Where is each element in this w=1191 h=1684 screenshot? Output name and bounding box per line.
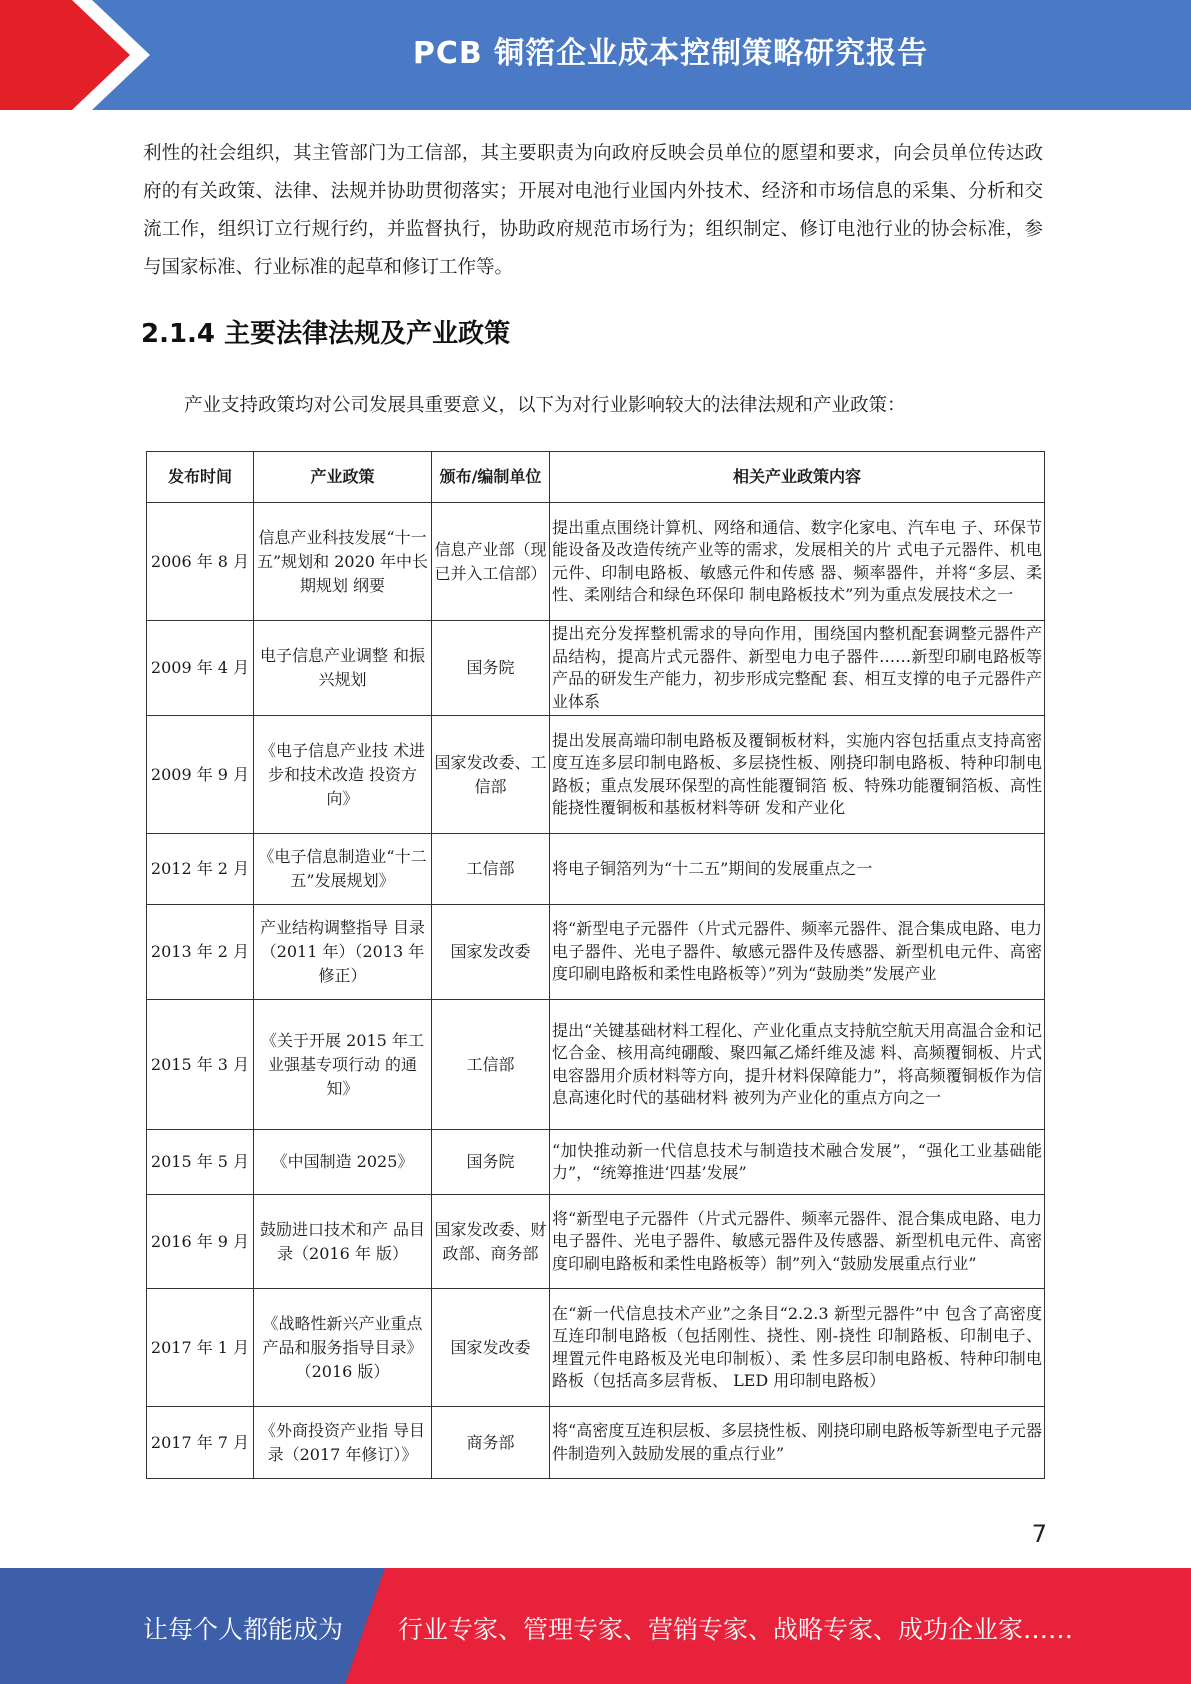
cell-content: 将“新型电子元器件（片式元器件、频率元器件、混合集成电路、电力电子器件、光电子器件、敏感元器件及传感器、新型机电元件、高密度印刷电路板和柔性电路板等）”列为“鼓励类”发展产业	[550, 905, 1045, 1000]
header-date: 发布时间	[147, 452, 254, 503]
cell-policy: 《战略性新兴产业重点产品和服务指导目录》（2016 版）	[254, 1289, 432, 1407]
table-row	[147, 1130, 1045, 1195]
cell-date: 2015 年 5 月	[147, 1130, 254, 1195]
cell-policy: 鼓励进口技术和产 品目录（2016 年 版）	[254, 1195, 432, 1289]
table-row	[147, 905, 1045, 1000]
cell-policy: 产业结构调整指导 目录（2011 年）（2013 年修正）	[254, 905, 432, 1000]
cell-issuer: 国家发改委	[432, 905, 550, 1000]
table-row	[147, 1407, 1045, 1479]
report-title: PCB 铜箔企业成本控制策略研究报告	[412, 36, 929, 71]
cell-date: 2017 年 1 月	[147, 1289, 254, 1407]
cell-date: 2009 年 9 月	[147, 716, 254, 834]
cell-policy: 《中国制造 2025》	[254, 1130, 432, 1195]
table-row	[147, 1195, 1045, 1289]
cell-issuer: 国务院	[432, 1130, 550, 1195]
cell-content: 将“新型电子元器件（片式元器件、频率元器件、混合集成电路、电力电子器件、光电子器件、敏感元器件及传感器、新型机电元件、高密度印刷电路板和柔性电路板等）制”列入“鼓励发展重点行业”	[550, 1195, 1045, 1289]
cell-date: 2006 年 8 月	[147, 503, 254, 621]
header-content: 相关产业政策内容	[550, 452, 1045, 503]
cell-date: 2012 年 2 月	[147, 834, 254, 905]
footer-slogan-right: 行业专家、管理专家、营销专家、战略专家、成功企业家……	[398, 1615, 1074, 1644]
page-number: 7	[1031, 1520, 1047, 1548]
cell-date: 2009 年 4 月	[147, 621, 254, 716]
intro-paragraph: 利性的社会组织，其主管部门为工信部，其主要职责为向政府反映会员单位的愿望和要求，向会员单位传达政府的有关政策、法律、法规并协助贯彻落实；开展对电池行业国内外技术、经济和市场信息的采集、分析和交流工作，组织订立行规行约，并监督执行，协助政府规范市场行为；组织制定、修订电池行业的协会标准，参与国家标准、行业标准的起草和修订工作等。	[143, 143, 1043, 278]
header-policy: 产业政策	[254, 452, 432, 503]
cell-date: 2015 年 3 月	[147, 1000, 254, 1130]
page-header	[0, 0, 1191, 110]
cell-policy: 《电子信息制造业“十二五”发展规划》	[254, 834, 432, 905]
cell-content: 提出重点围绕计算机、网络和通信、数字化家电、汽车电 子、环保节能设备及改造传统产业等的需求，发展相关的片 式电子元器件、机电元件、印制电路板、敏感元件和传感 器、频率器件，并将“多层、柔性、柔刚结合和绿色环保印 制电路板技术”列为重点发展技术之一	[550, 503, 1045, 621]
cell-content: 提出充分发挥整机需求的导向作用，围绕国内整机配套调整元器件产品结构，提高片式元器件、新型电力电子器件……新型印刷电路板等产品的研发生产能力，初步形成完整配 套、相互支撑的电子元器件产业体系	[550, 621, 1045, 716]
cell-content: 将“高密度互连积层板、多层挠性板、刚挠印刷电路板等新型电子元器件制造列入鼓励发展的重点行业”	[550, 1407, 1045, 1479]
cell-content: 在“新一代信息技术产业”之条目“2.2.3 新型元器件”中 包含了高密度互连印制电路板（包括刚性、挠性、刚-挠性 印制路板、印制电子、埋置元件电路板及光电印制板）、柔 性多层印制电路板、特种印制电路板（包括高多层背板、 LED 用印制电路板）	[550, 1289, 1045, 1407]
cell-policy: 《电子信息产业技 术进步和技术改造 投资方向》	[254, 716, 432, 834]
footer-slogan-left: 让每个人都能成为	[143, 1615, 344, 1644]
table-header-row	[147, 452, 1045, 503]
cell-date: 2013 年 2 月	[147, 905, 254, 1000]
page-footer	[0, 1568, 1191, 1684]
policy-table	[146, 451, 1045, 1479]
cell-content: 提出发展高端印制电路板及覆铜板材料，实施内容包括重点支持高密度互连多层印制电路板、多层挠性板、刚挠印制电路板、特种印制电路板；重点发展环保型的高性能覆铜箔 板、特殊功能覆铜箔板、高性能挠性覆铜板和基板材料等研 发和产业化	[550, 716, 1045, 834]
cell-issuer: 商务部	[432, 1407, 550, 1479]
cell-policy: 《关于开展 2015 年工业强基专项行动 的通知》	[254, 1000, 432, 1130]
header-issuer: 颁布/编制单位	[432, 452, 550, 503]
table-row	[147, 716, 1045, 834]
cell-policy: 信息产业科技发展“十一五”规划和 2020 年中长期规划 纲要	[254, 503, 432, 621]
section-heading: 2.1.4 主要法律法规及产业政策	[141, 319, 511, 349]
header-arrow-graphic	[0, 0, 150, 110]
cell-issuer: 信息产业部（现已并入工信部）	[432, 503, 550, 621]
cell-issuer: 工信部	[432, 1000, 550, 1130]
table-row	[147, 834, 1045, 905]
cell-date: 2016 年 9 月	[147, 1195, 254, 1289]
cell-issuer: 国家发改委、工信部	[432, 716, 550, 834]
cell-policy: 电子信息产业调整 和振兴规划	[254, 621, 432, 716]
cell-issuer: 国务院	[432, 621, 550, 716]
table-row	[147, 503, 1045, 621]
table-row	[147, 1000, 1045, 1130]
cell-issuer: 国家发改委、财政部、商务部	[432, 1195, 550, 1289]
cell-content: 将电子铜箔列为“十二五”期间的发展重点之一	[550, 834, 1045, 905]
cell-date: 2017 年 7 月	[147, 1407, 254, 1479]
cell-issuer: 工信部	[432, 834, 550, 905]
cell-issuer: 国家发改委	[432, 1289, 550, 1407]
table-lead-text: 产业支持政策均对公司发展具重要意义，以下为对行业影响较大的法律法规和产业政策：	[184, 395, 906, 416]
table-row	[147, 621, 1045, 716]
cell-content: 提出“关键基础材料工程化、产业化重点支持航空航天用高温合金和记忆合金、核用高纯硼酸、聚四氟乙烯纤维及滤 料、高频覆铜板、片式电容器用介质材料等方向，提升材料保障能力”，将高频覆铜板作为信息高速化时代的基础材料 被列为产业化的重点方向之一	[550, 1000, 1045, 1130]
cell-content: “加快推动新一代信息技术与制造技术融合发展”，“强化工业基础能力”，“统筹推进‘四基’发展”	[550, 1130, 1045, 1195]
cell-policy: 《外商投资产业指 导目录（2017 年修订）》	[254, 1407, 432, 1479]
table-row	[147, 1289, 1045, 1407]
